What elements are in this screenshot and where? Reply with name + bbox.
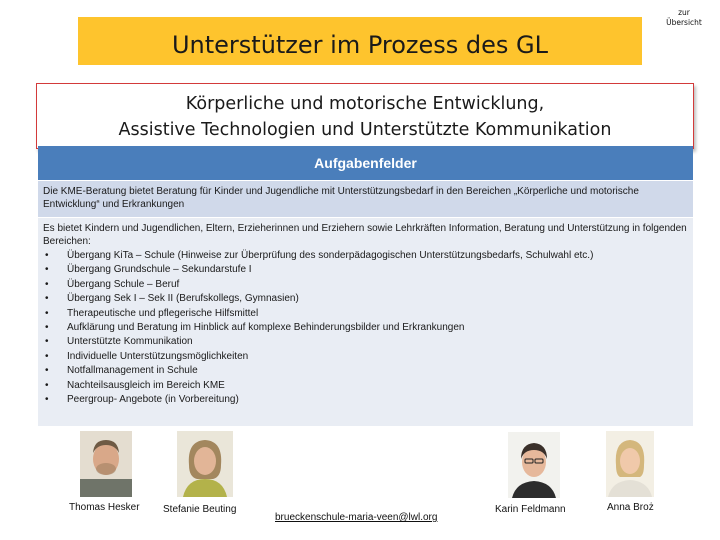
table-row-services (38, 218, 693, 426)
person-name: Stefanie Beuting (163, 504, 237, 515)
person-name: Thomas Hesker (69, 502, 140, 513)
services-intro: Es bietet Kindern und Jugendlichen, Eltern, Erzieherinnen und Erziehern sowie Lehrkräften Information, Beratung und Unterstützung in folgenden Bereichen: (43, 223, 687, 247)
list-item (43, 393, 688, 407)
photo-thomas-hesker (80, 431, 132, 497)
bullet-icon: • (45, 379, 49, 391)
bullet-icon: • (45, 278, 49, 290)
list-item (43, 263, 688, 277)
topic-line-2: Assistive Technologien und Unterstützte Kommunikation (118, 120, 612, 140)
bullet-icon: • (45, 393, 49, 405)
list-item-text: Peergroup- Angebote (in Vorbereitung) (67, 393, 239, 405)
list-item (43, 335, 688, 349)
person-name: Karin Feldmann (495, 504, 566, 515)
list-item-text: Übergang Grundschule – Sekundarstufe I (67, 264, 252, 276)
slide-title: Unterstützer im Prozess des GL (171, 31, 549, 59)
slide-title-bar (78, 17, 642, 65)
portrait-icon (80, 431, 132, 497)
photo-karin-feldmann (508, 432, 560, 498)
list-item-text: Übergang Sek I – Sek II (Berufskollegs, Gymnasien) (67, 293, 299, 305)
list-item-text: Unterstützte Kommunikation (67, 336, 193, 348)
table-row-description: Die KME-Beratung bietet Beratung für Kinder und Jugendliche mit Unterstützungsbedarf in den Bereichen „Körperliche und motorische Entwicklung“ und Erkrankungen (38, 181, 693, 217)
topic-box (36, 83, 694, 149)
person-name: Anna Broż (607, 502, 654, 513)
bullet-icon: • (45, 365, 49, 377)
bullet-icon: • (45, 293, 49, 305)
portrait-icon (508, 432, 560, 498)
bullet-icon: • (45, 307, 49, 319)
list-item (43, 249, 688, 263)
overview-link-line1: zur (678, 8, 690, 17)
list-item-text: Übergang Schule – Beruf (67, 278, 180, 290)
list-item (43, 364, 688, 378)
list-item-text: Notfallmanagement in Schule (67, 365, 198, 377)
overview-link-line2: Übersicht (666, 18, 702, 27)
list-item (43, 292, 688, 306)
list-item (43, 278, 688, 292)
bullet-icon: • (45, 250, 49, 261)
photo-stefanie-beuting (177, 431, 233, 497)
bullet-icon: • (45, 321, 49, 333)
portrait-icon (177, 431, 233, 497)
list-item (43, 350, 688, 364)
photo-anna-broz (606, 431, 654, 497)
list-item-text: Übergang KiTa – Schule (Hinweise zur Überprüfung des sonderpädagogischen Unterstützungsbedarfs, Schulwahl etc.) (67, 250, 594, 261)
portrait-icon (606, 431, 654, 497)
bullet-icon: • (45, 264, 49, 276)
list-item-text: Therapeutische und pflegerische Hilfsmittel (67, 307, 259, 319)
list-item (43, 379, 688, 393)
list-item-text: Aufklärung und Beratung im Hinblick auf komplexe Behinderungsbilder und Erkrankungen (67, 321, 465, 333)
overview-link[interactable] (662, 8, 706, 28)
list-item (43, 307, 688, 321)
list-item-text: Individuelle Unterstützungsmöglichkeiten (67, 350, 249, 362)
bullet-icon: • (45, 336, 49, 348)
list-item (43, 321, 688, 335)
services-list (43, 249, 688, 407)
list-item-text: Nachteilsausgleich im Bereich KME (67, 379, 225, 391)
contact-email-link[interactable]: brueckenschule-maria-veen@lwl.org (275, 512, 438, 523)
bullet-icon: • (45, 350, 49, 362)
table-header: Aufgabenfelder (38, 146, 693, 180)
topic-line-1: Körperliche und motorische Entwicklung, (185, 94, 545, 114)
